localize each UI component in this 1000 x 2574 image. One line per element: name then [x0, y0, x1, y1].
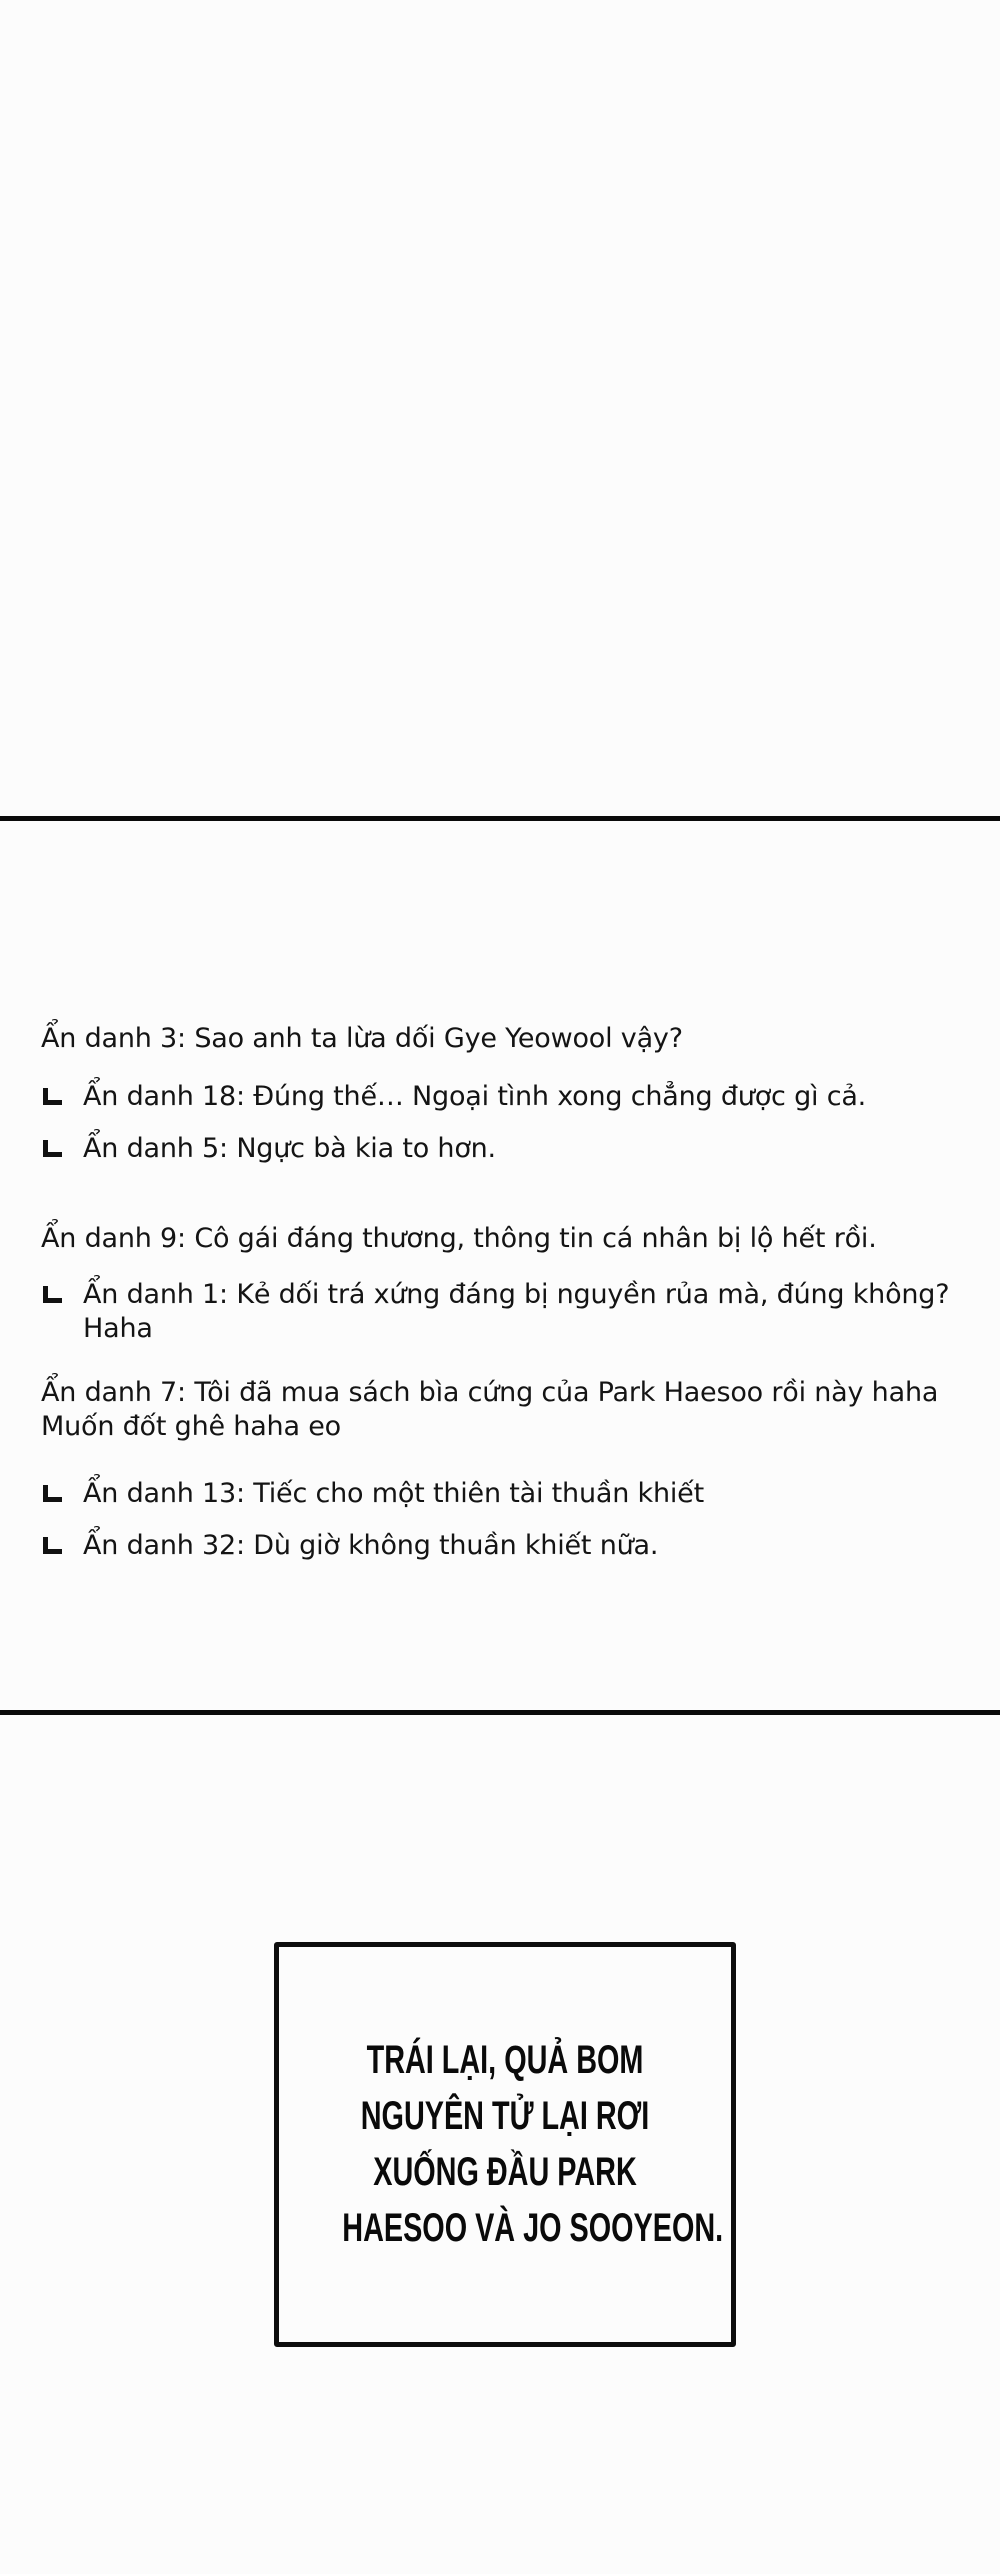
- comment-anon-3: Ẩn danh 3: Sao anh ta lừa dối Gye Yeowool vậy?: [41, 1023, 683, 1054]
- panel-divider-bottom: [0, 1710, 1000, 1715]
- reply-text-line-1: Ẩn danh 1: Kẻ dối trá xứng đáng bị nguyền rủa mà, đúng không?: [83, 1279, 950, 1310]
- narration-text: [342, 2032, 724, 2256]
- reply-corner-icon: [43, 1140, 62, 1157]
- reply-text-line-2: Haha: [83, 1313, 153, 1344]
- panel-divider-top: [0, 816, 1000, 821]
- reply-text: Ẩn danh 13: Tiếc cho một thiên tài thuần khiết: [83, 1478, 704, 1509]
- reply-corner-icon: [43, 1485, 62, 1502]
- narration-line-1: TRÁI LẠI, QUẢ BOM: [366, 2038, 644, 2082]
- reply-text: [83, 1278, 949, 1346]
- reply-corner-icon: [43, 1088, 62, 1105]
- reply-corner-icon: [43, 1537, 62, 1554]
- reply-corner-icon: [43, 1286, 62, 1303]
- narration-line-2: NGUYÊN TỬ LẠI RƠI: [360, 2094, 650, 2138]
- comment-text-line-1: Ẩn danh 7: Tôi đã mua sách bìa cứng của Park Haesoo rồi này haha: [41, 1377, 939, 1408]
- comment-text-line-2: Muốn đốt ghê haha eo: [41, 1411, 341, 1442]
- comment-anon-7: [41, 1376, 938, 1444]
- reply-text: Ẩn danh 18: Đúng thế… Ngoại tình xong chẳng được gì cả.: [83, 1081, 867, 1112]
- narration-line-4: HAESOO VÀ JO SOOYEON.: [342, 2206, 724, 2250]
- reply-text: Ẩn danh 32: Dù giờ không thuần khiết nữa.: [83, 1530, 659, 1561]
- narration-box: [274, 1942, 736, 2347]
- reply-text: Ẩn danh 5: Ngực bà kia to hơn.: [83, 1133, 496, 1164]
- narration-line-3: XUỐNG ĐẦU PARK: [373, 2150, 637, 2194]
- comment-anon-9: Ẩn danh 9: Cô gái đáng thương, thông tin cá nhân bị lộ hết rồi.: [41, 1223, 877, 1254]
